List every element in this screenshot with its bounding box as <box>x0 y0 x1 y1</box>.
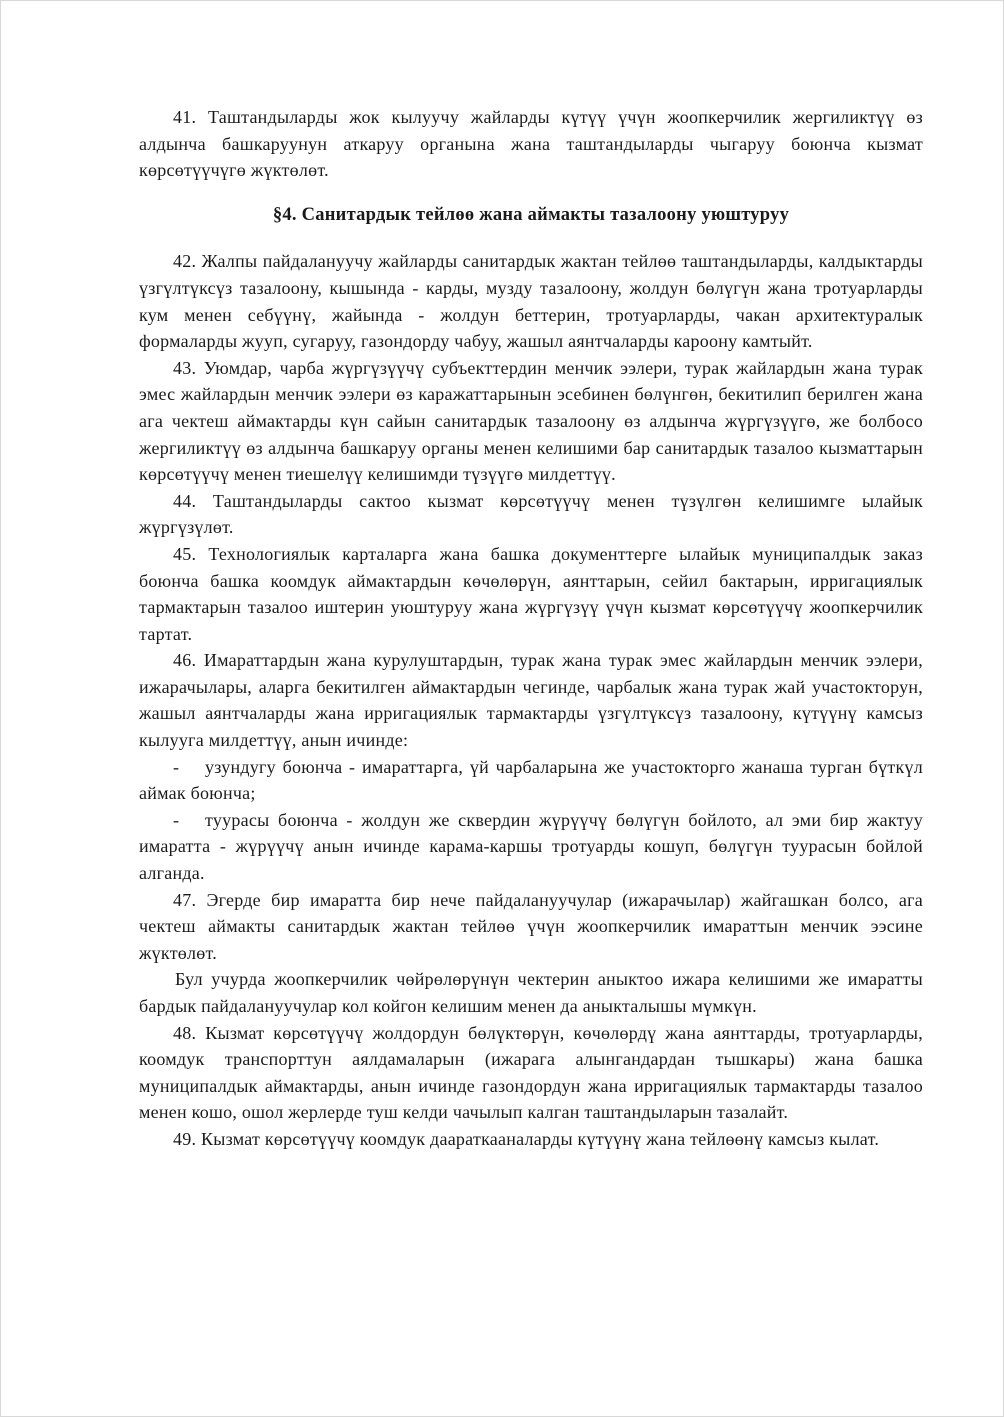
paragraph-41: 41. Таштандыларды жок кылуучу жайларды күтүү үчүн жоопкерчилик жергиликтүү өз алдынча башкаруунун аткаруу органына жана таштандыларды чыгаруу боюнча кызмат көрсөтүүчүгө жүктөлөт. <box>139 107 923 181</box>
paragraph-46: 46. Имараттардын жана курулуштардын, турак жана турак эмес жайлардын менчик ээлери, ижарачылары, аларга бекитилген аймактардын чегинде, чарбалык жана турак жай участокторун, жашыл аянтчаларды жана ирригациялык тармактарды үзгүлтүксүз тазалоону, күтүүнү камсыз кылууга милдеттүү, анын ичинде: <box>139 650 923 751</box>
paragraph-47-note: Бул учурда жоопкерчилик чөйрөлөрүнүн чектерин аныктоо ижара келишими же имаратты бардык пайдалануучулар кол койгон келишим менен да аныкталышы мүмкүн. <box>139 969 923 1016</box>
paragraph-43: 43. Уюмдар, чарба жүргүзүүчү субъекттердин менчик ээлери, турак жайлардын жана турак эмес жайлардын менчик ээлери өз каражаттарынын эсебинен бөлүнгөн, бекитилип берилген жана ага чектеш аймактарды күн сайын санитардык тазалоону өз алдынча жүргүзүүгө, же болбосо жергиликтүү өз алдынча башкаруу органы менен келишими бар санитардык тазалоо кызматтарын көрсөтүүчү менен тиешелүү келишимди түзүүгө милдеттүү. <box>139 357 923 485</box>
paragraph-42: 42. Жалпы пайдалануучу жайларды санитардык жактан тейлөө таштандыларды, калдыктарды үзгүлтүксүз тазалоону, кышында - карды, музду тазалоону, жолдун бөлүгүн жана тротуарларды кум менен себүүнү, жайында - жолдун беттерин, тротуарларды, чакан архитектуралык формаларды жууп, сугаруу, газондорду чабуу, жашыл аянтчаларды кароону камтыйт. <box>139 251 923 352</box>
dash-marker: - <box>173 809 180 830</box>
section-heading: §4. Санитардык тейлөө жана аймакты тазалоону уюштуруу <box>272 204 790 225</box>
document-body <box>139 104 923 1153</box>
dash-item-text: туурасы боюнча - жолдун же сквердин жүрүүчү бөлүгүн бойлото, ал эми бир жактуу имаратта - жүрүүчү анын ичинде карама-каршы тротуарды кошуп, бөлүгүн туурасын бойлой алганда. <box>139 809 923 884</box>
paragraph-47: 47. Эгерде бир имаратта бир нече пайдалануучулар (ижарачылар) жайгашкан болсо, ага чектеш аймакты санитардык жактан тейлөө үчүн жоопкерчилик имараттын менчик ээсине жүктөлөт. <box>139 889 923 963</box>
dash-item <box>139 807 923 887</box>
dash-marker: - <box>173 756 180 777</box>
dash-item <box>139 754 923 807</box>
dash-item-text: узундугу боюнча - имараттарга, үй чарбаларына же участокторго жанаша турган бүткүл аймак боюнча; <box>139 756 923 804</box>
paragraph-45: 45. Технологиялык карталарга жана башка документтерге ылайык муниципалдык заказ боюнча башка коомдук аймактардын көчөлөрүн, аянттарын, сейил бактарын, ирригациялык тармактарын тазалоо иштерин уюштуруу жана жүргүзүү үчүн кызмат көрсөтүүчү жоопкерчилик тартат. <box>139 543 923 644</box>
paragraph-44: 44. Таштандыларды сактоо кызмат көрсөтүүчү менен түзүлгөн келишимге ылайык жүргүзүлөт. <box>139 490 923 538</box>
paragraph-48: 48. Кызмат көрсөтүүчү жолдордун бөлүктөрүн, көчөлөрдү жана аянттарды, тротуарларды, коомдук транспорттун аялдамаларын (ижарага алынгандардан тышкары) жана башка муниципалдык аймактарды, анын ичинде газондордун жана ирригациялык тармактарды тазалоо менен кошо, ошол жерлерде туш келди чачылып калган таштандыларын тазалайт. <box>139 1022 923 1123</box>
paragraph-49: 49. Кызмат көрсөтүүчү коомдук даараткааналарды күтүүнү жана тейлөөнү камсыз кылат. <box>173 1128 880 1149</box>
